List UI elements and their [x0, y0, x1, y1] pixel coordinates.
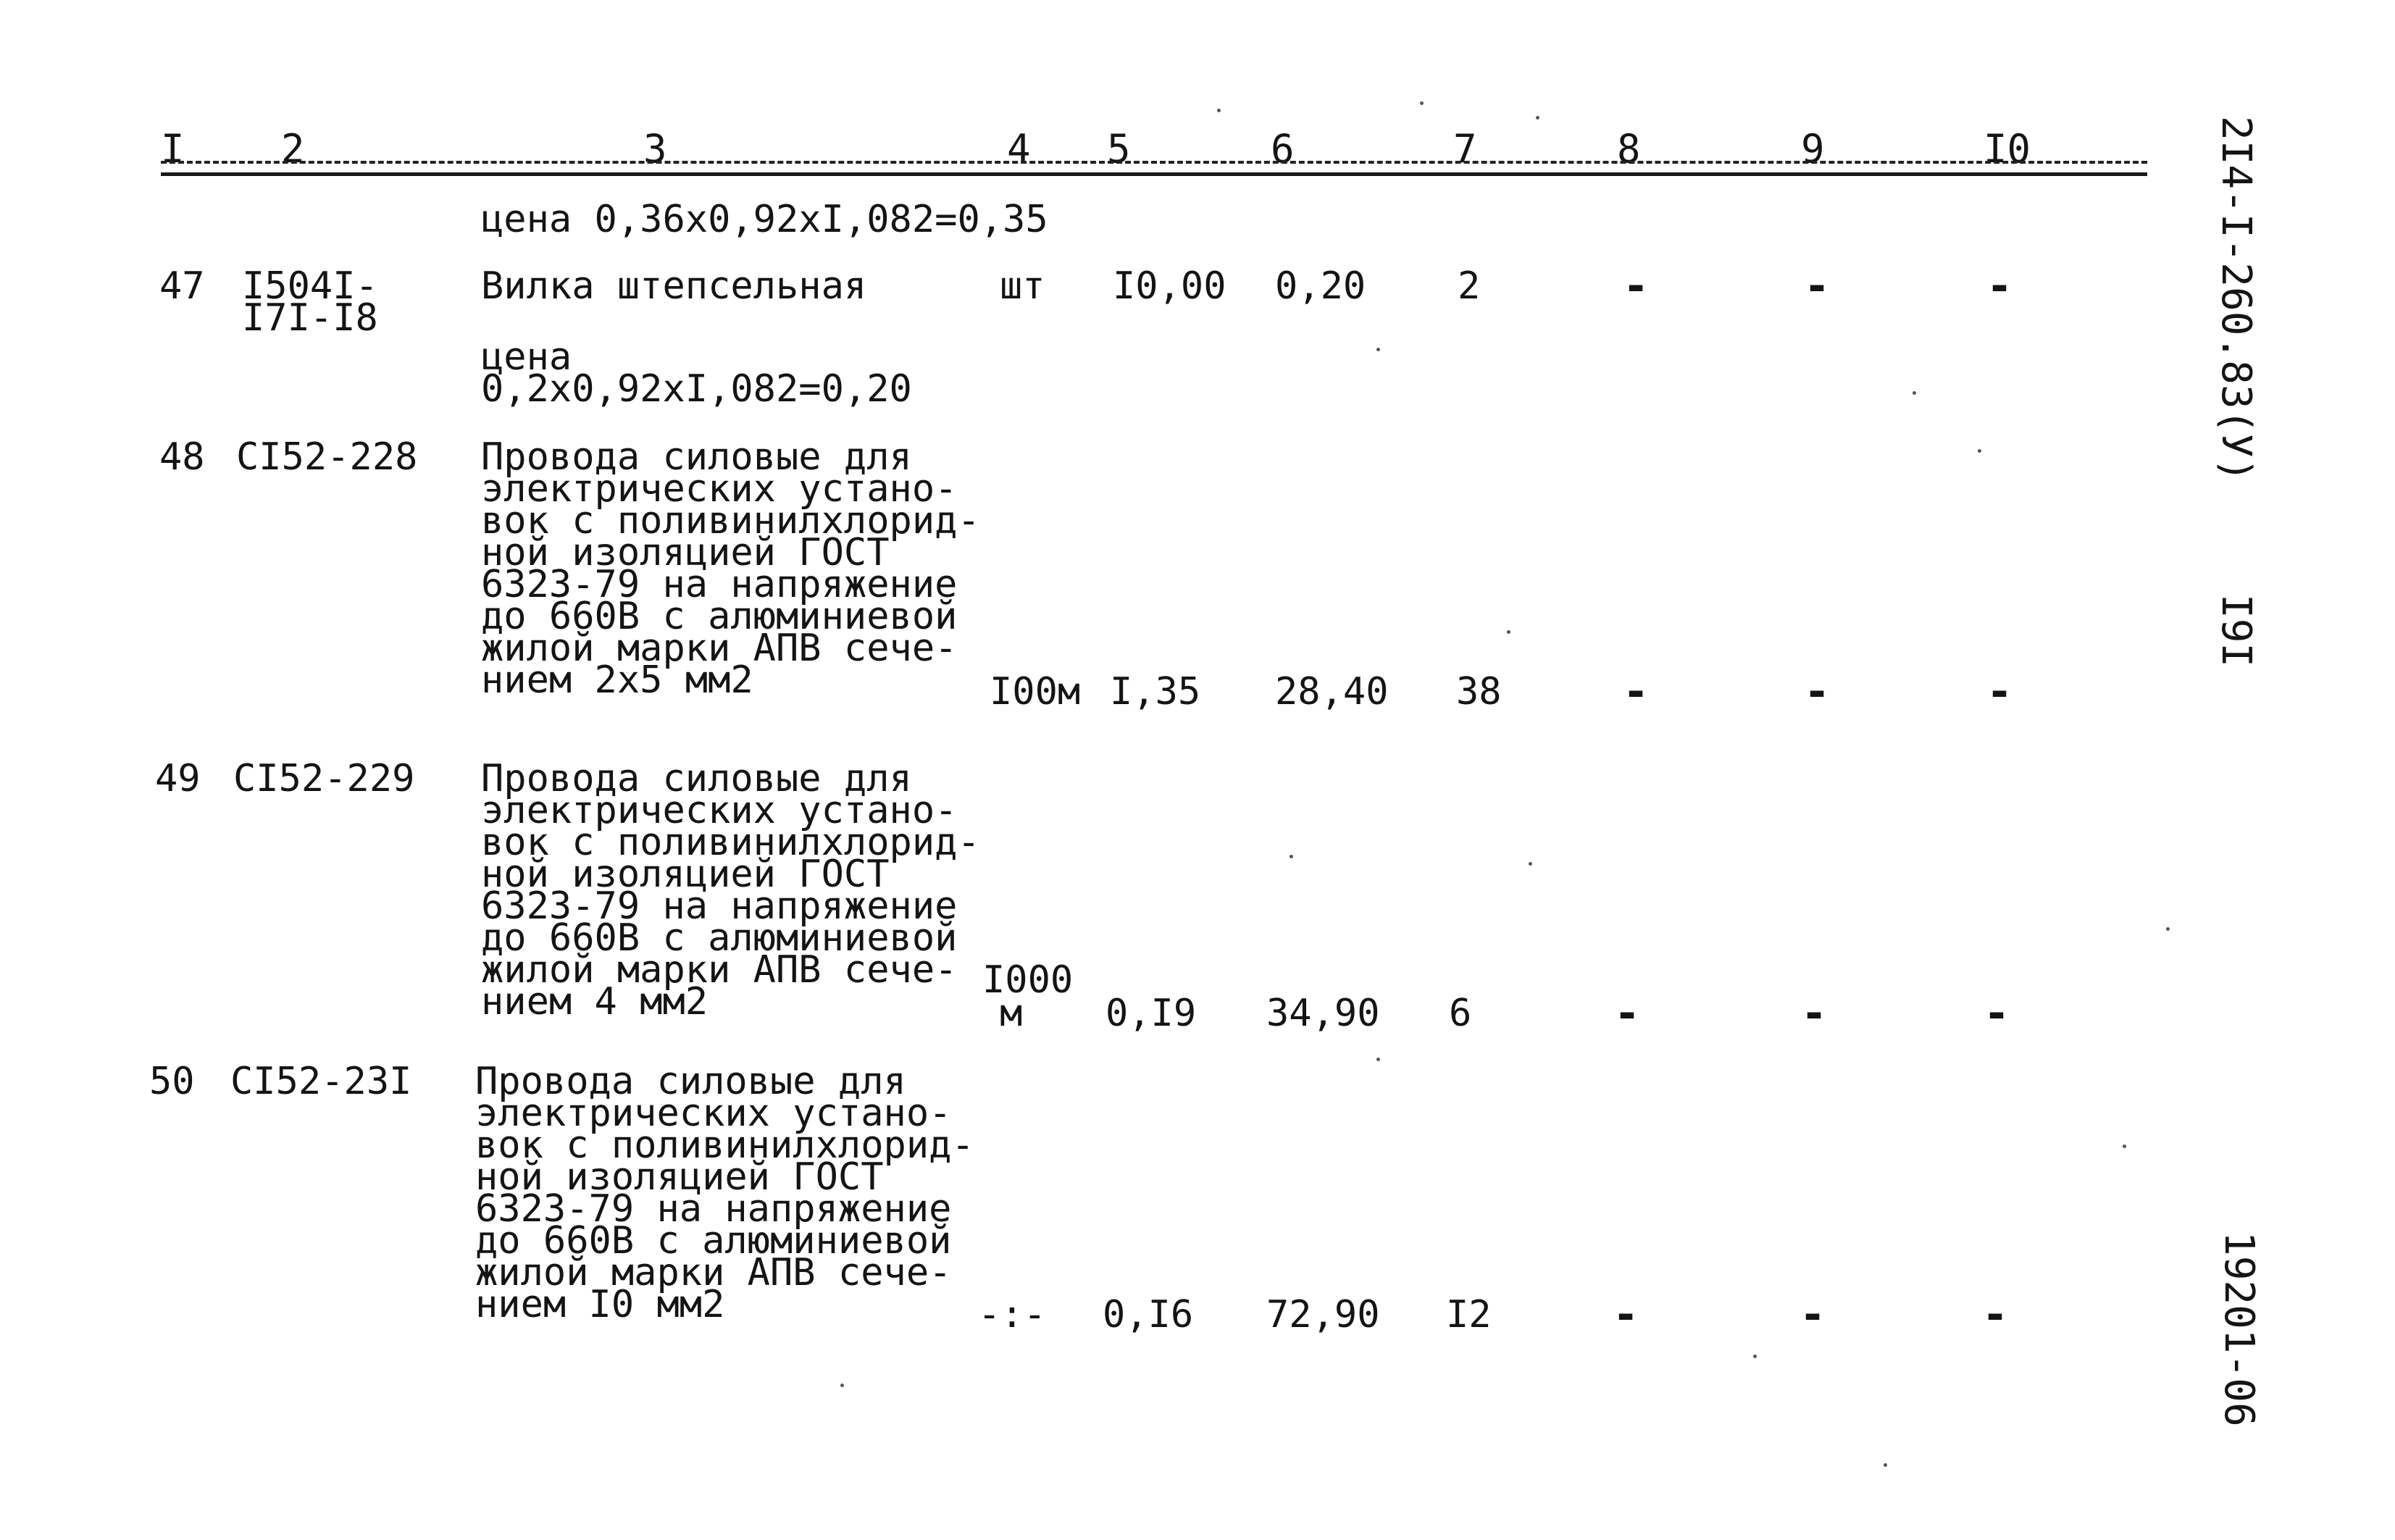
- row-col5: 0,I6: [1103, 1293, 1194, 1336]
- row-col10: -: [1986, 666, 2013, 717]
- row-col9: -: [1801, 988, 1828, 1039]
- row-col10: -: [1986, 261, 2013, 311]
- row-description: Вилка штепсельная: [481, 264, 867, 308]
- row-col8: -: [1613, 1289, 1639, 1340]
- row-description-line: нием 2x5 мм2: [481, 658, 753, 702]
- document-code: 2I4-I-260.83(У): [2212, 116, 2260, 482]
- row-description-line: ной изоляцией ГОСТ: [475, 1155, 884, 1199]
- row-col10: -: [1982, 1289, 2009, 1340]
- column-header-7: 7: [1453, 126, 1477, 172]
- scan-speck: [840, 1384, 844, 1387]
- row-col5: 0,I9: [1105, 992, 1197, 1035]
- row-col6: 34,90: [1266, 992, 1380, 1035]
- column-header-1: I: [161, 126, 185, 172]
- row-unit: шт: [1000, 264, 1045, 308]
- row-description-line: жилой марки АПВ сече-: [481, 627, 958, 670]
- row-code: I7I-I8: [242, 296, 378, 340]
- row-col10: -: [1984, 988, 2010, 1039]
- row-col6: 0,20: [1275, 264, 1366, 308]
- scan-speck: [1376, 1058, 1380, 1061]
- row-description-line: жилой марки АПВ сече-: [481, 948, 958, 992]
- scan-speck: [2166, 927, 2170, 931]
- column-header-5: 5: [1107, 126, 1131, 172]
- inventory-number: 19201-06: [2215, 1231, 2262, 1427]
- row-description-line: ной изоляцией ГОСТ: [481, 853, 890, 896]
- row-col5: I0,00: [1113, 264, 1226, 308]
- row-description-line: электрических устано-: [475, 1092, 952, 1135]
- row-description-line: ной изоляцией ГОСТ: [481, 531, 890, 574]
- row-description-line: Провода силовые для: [481, 435, 912, 479]
- row-description-line: до 660В с алюминиевой: [481, 595, 958, 638]
- row-description-line: электрических устано-: [481, 467, 958, 511]
- column-header-4: 4: [1007, 126, 1031, 172]
- row-col9: -: [1804, 261, 1831, 311]
- row-description-line: до 660В с алюминиевой: [475, 1219, 952, 1263]
- row-col9: -: [1804, 666, 1831, 717]
- intro-price-note: цена 0,36x0,92xI,082=0,35: [481, 198, 1048, 241]
- scan-speck: [2123, 1144, 2126, 1148]
- scan-speck: [1529, 862, 1532, 866]
- row-col9: -: [1800, 1289, 1826, 1340]
- row-col6: 28,40: [1275, 670, 1389, 713]
- row-description-line: 6323-79 на напряжение: [475, 1187, 952, 1231]
- row-description-line: нием I0 мм2: [475, 1283, 725, 1326]
- row-col5: I,35: [1110, 670, 1201, 713]
- column-header-9: 9: [1801, 126, 1825, 172]
- row-code: CI52-23I: [230, 1060, 412, 1103]
- row-col6: 72,90: [1266, 1293, 1380, 1336]
- column-header-2: 2: [281, 126, 305, 172]
- row-col7: 38: [1456, 670, 1502, 713]
- header-dashed-underline: [161, 161, 2147, 164]
- row-description-line: Провода силовые для: [475, 1060, 906, 1103]
- row-description-line: жилой марки АПВ сече-: [475, 1251, 952, 1294]
- row-code: CI52-228: [236, 435, 418, 479]
- row-number: 49: [155, 757, 201, 800]
- header-rule: [161, 172, 2147, 176]
- row-description-line: 6323-79 на напряжение: [481, 563, 958, 606]
- row-price-note: 0,2x0,92xI,082=0,20: [481, 367, 912, 411]
- row-col7: I2: [1446, 1293, 1492, 1336]
- row-col7: 6: [1449, 992, 1472, 1035]
- scan-speck: [1536, 116, 1539, 120]
- row-col8: -: [1623, 666, 1650, 717]
- row-unit: -:-: [978, 1293, 1046, 1336]
- scan-speck: [1978, 449, 1981, 453]
- scan-speck: [1753, 1355, 1757, 1358]
- row-number: 50: [149, 1060, 195, 1103]
- row-price-note: цена: [481, 335, 572, 379]
- row-code: CI52-229: [233, 757, 415, 800]
- column-header-6: 6: [1271, 126, 1295, 172]
- scan-speck: [1507, 630, 1510, 634]
- scan-speck: [1884, 1463, 1887, 1467]
- page-number: I9I: [2212, 594, 2260, 668]
- column-header-8: 8: [1617, 126, 1641, 172]
- row-number: 48: [159, 435, 205, 479]
- row-unit: I00м: [990, 670, 1081, 713]
- row-col8: -: [1623, 261, 1650, 311]
- column-header-3: 3: [643, 126, 667, 172]
- row-description-line: до 660В с алюминиевой: [481, 916, 958, 960]
- scan-speck: [1420, 101, 1424, 105]
- row-description-line: Провода силовые для: [481, 757, 912, 800]
- row-description-line: электрических устано-: [481, 789, 958, 832]
- column-header-10: I0: [1984, 126, 2031, 172]
- row-unit: м: [1000, 992, 1023, 1035]
- scan-speck: [1376, 348, 1380, 351]
- row-description-line: вок с поливинилхлорид-: [481, 821, 980, 864]
- row-description-line: вок с поливинилхлорид-: [475, 1123, 974, 1167]
- row-description-line: нием 4 мм2: [481, 980, 709, 1024]
- row-col8: -: [1614, 988, 1641, 1039]
- row-description-line: вок с поливинилхлорид-: [481, 499, 980, 543]
- scan-speck: [1290, 855, 1293, 858]
- row-unit: I000: [982, 958, 1074, 1002]
- row-code: I504I-: [242, 264, 378, 308]
- scan-speck: [1217, 109, 1221, 112]
- row-number: 47: [159, 264, 205, 308]
- scan-speck: [1913, 391, 1916, 395]
- row-col7: 2: [1458, 264, 1481, 308]
- row-description-line: 6323-79 на напряжение: [481, 884, 958, 928]
